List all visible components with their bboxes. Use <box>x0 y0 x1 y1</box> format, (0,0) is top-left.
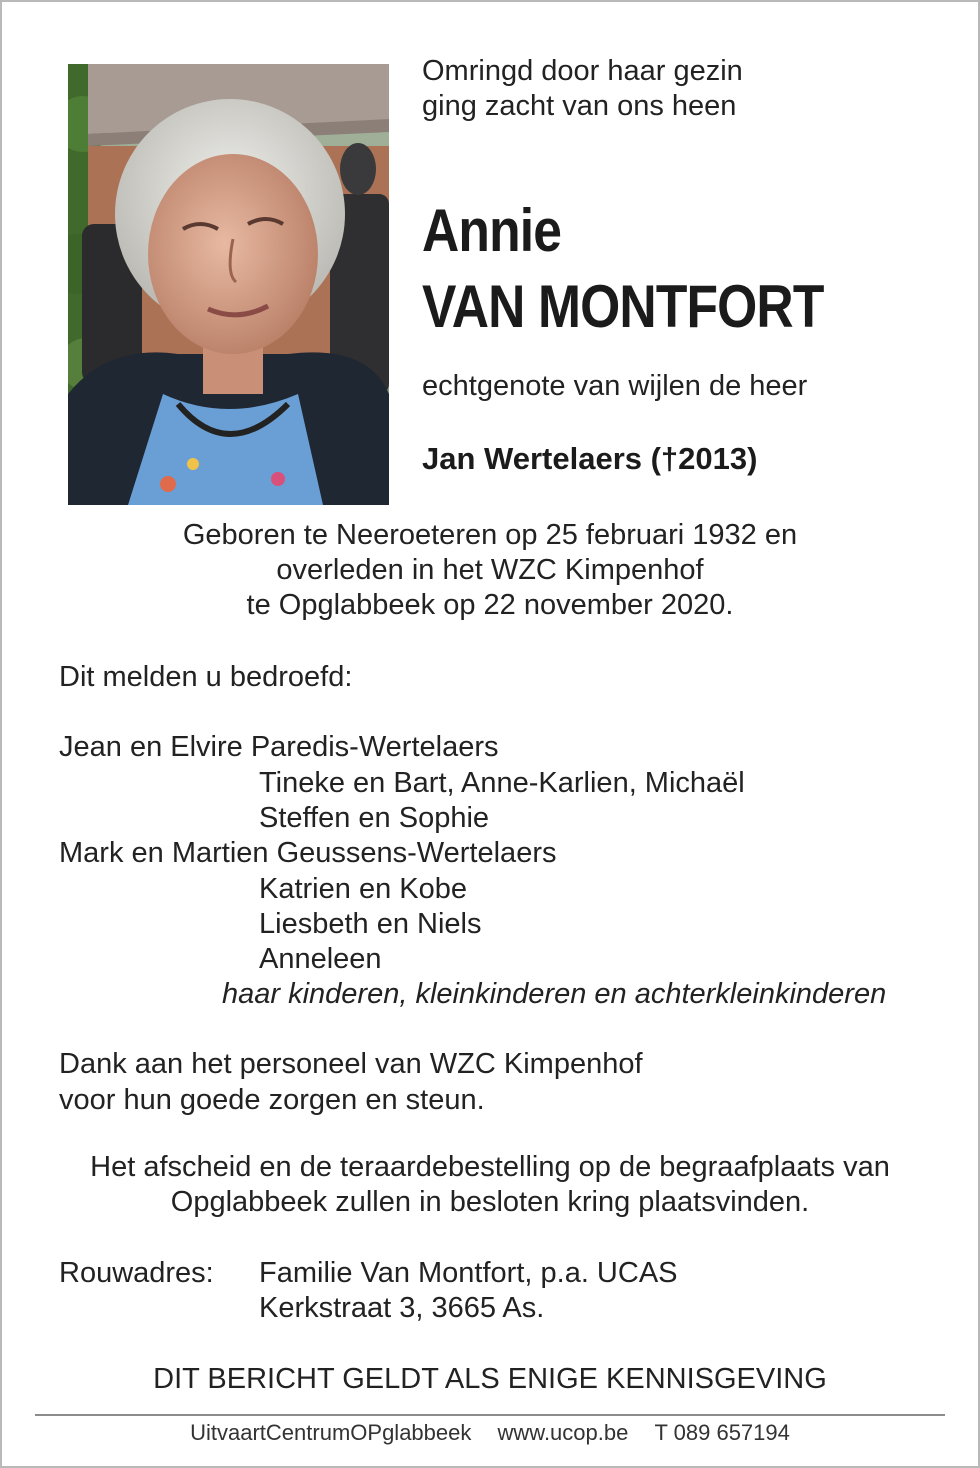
thanks-line-1: Dank aan het personeel van WZC Kimpenhof <box>59 1048 643 1080</box>
address-label: Rouwadres: <box>59 1257 214 1289</box>
family-group-2-child: Katrien en Kobe <box>259 873 467 905</box>
last-name: VAN MONTFORT <box>422 273 824 340</box>
birth-line-2: overleden in het WZC Kimpenhof <box>276 554 704 586</box>
announcement-intro: Dit melden u bedroefd: <box>59 661 353 693</box>
first-name: Annie <box>422 197 562 264</box>
footer <box>0 1420 980 1446</box>
address-line-2: Kerkstraat 3, 3665 As. <box>259 1292 545 1324</box>
footer-company: UitvaartCentrumOPglabbeek <box>190 1420 472 1445</box>
address-line-1: Familie Van Montfort, p.a. UCAS <box>259 1257 678 1289</box>
family-group-1-child: Tineke en Bart, Anne-Karlien, Michaël <box>259 767 745 799</box>
footer-website[interactable]: www.ucop.be <box>497 1420 629 1445</box>
birth-death-info <box>0 518 980 623</box>
intro-line-1: Omringd door haar gezin <box>422 55 743 87</box>
footer-divider <box>35 1414 945 1416</box>
spouse-name: Jan Wertelaers (†2013) <box>422 441 758 476</box>
family-group-1-parents: Jean en Elvire Paredis-Wertelaers <box>59 731 499 763</box>
spouse-intro: echtgenote van wijlen de heer <box>422 370 808 402</box>
family-summary: haar kinderen, kleinkinderen en achterkleinkinderen <box>222 978 887 1010</box>
family-group-2-child: Liesbeth en Niels <box>259 908 482 940</box>
birth-line-3: te Opglabbeek op 22 november 2020. <box>246 589 734 621</box>
birth-line-1: Geboren te Neeroeteren op 25 februari 1932 en <box>182 519 798 551</box>
portrait-photo <box>68 64 389 505</box>
footer-phone: T 089 657194 <box>654 1420 790 1445</box>
notice-text: DIT BERICHT GELDT ALS ENIGE KENNISGEVING <box>153 1363 827 1395</box>
family-group-2-parents: Mark en Martien Geussens-Wertelaers <box>59 837 557 869</box>
funeral-line-2: Opglabbeek zullen in besloten kring plaatsvinden. <box>170 1186 810 1218</box>
family-group-2-child: Anneleen <box>259 943 382 975</box>
funeral-line-1: Het afscheid en de teraardebestelling op de begraafplaats van <box>90 1151 890 1183</box>
intro-text <box>422 54 743 124</box>
thanks-line-2: voor hun goede zorgen en steun. <box>59 1084 485 1116</box>
intro-line-2: ging zacht van ons heen <box>422 90 737 122</box>
family-group-1-child: Steffen en Sophie <box>259 802 490 834</box>
